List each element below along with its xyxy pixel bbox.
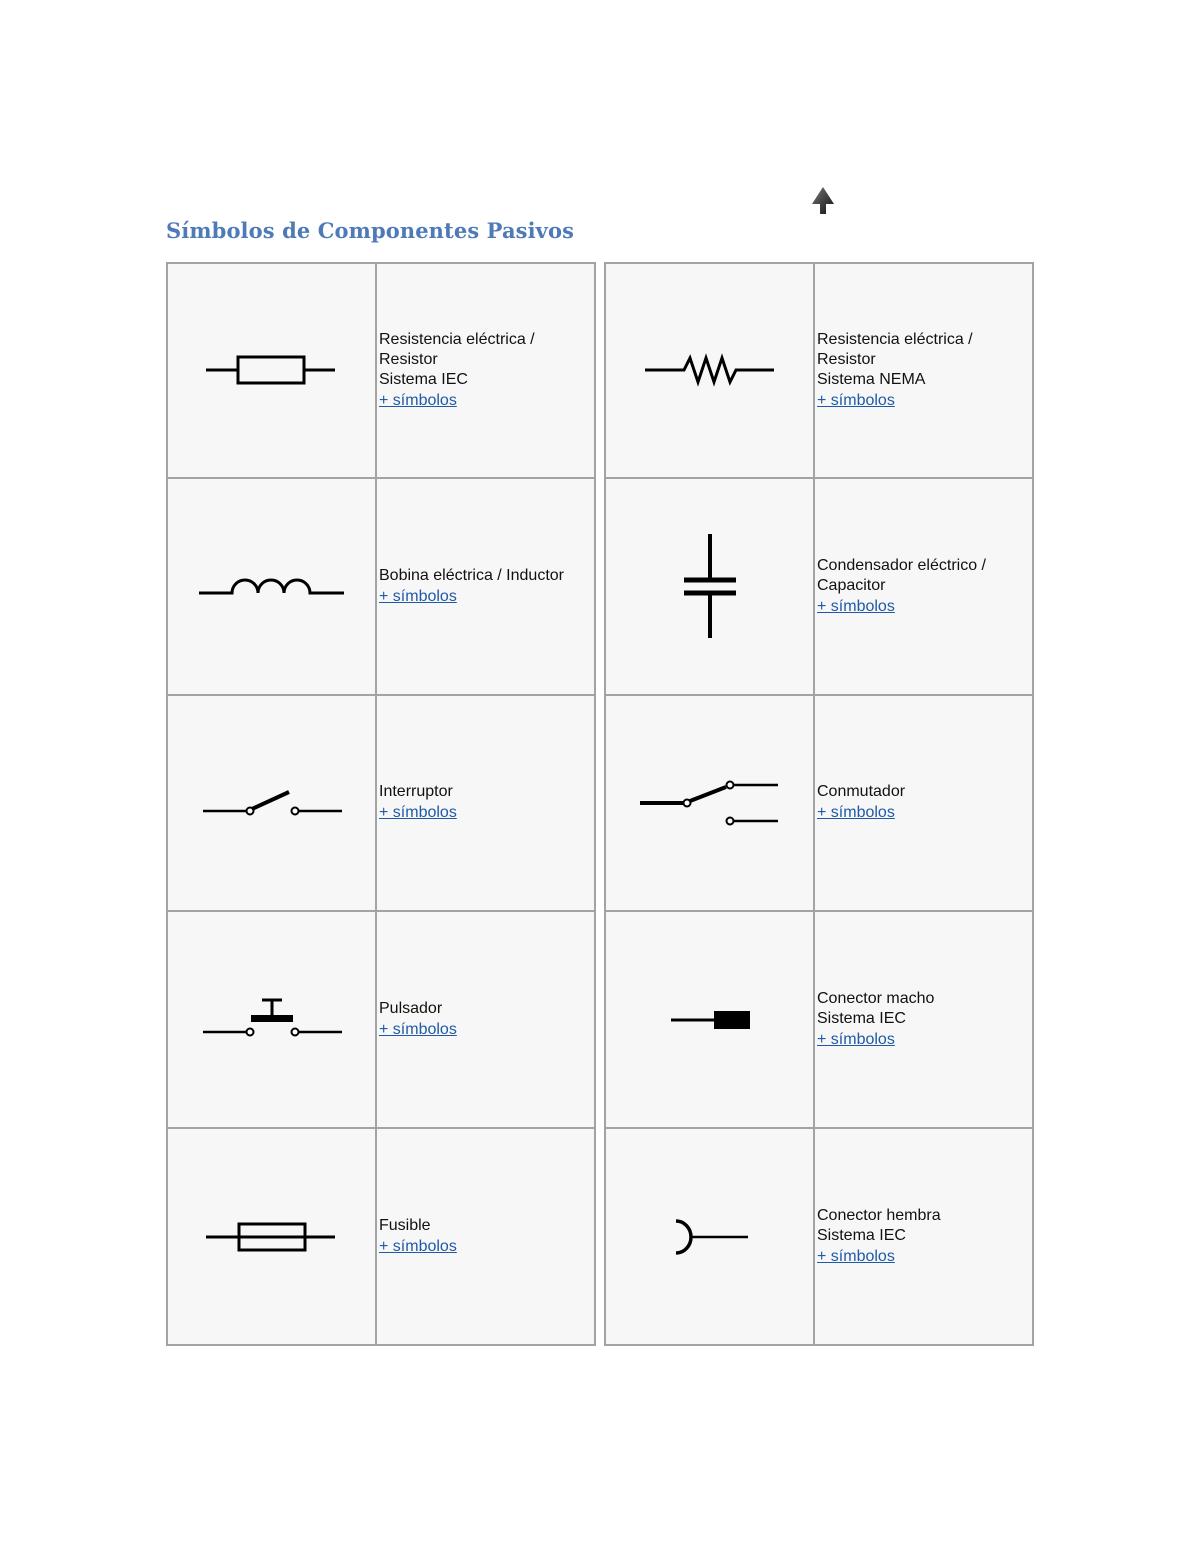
- description-cell: [377, 912, 594, 1127]
- description-line: Sistema IEC: [379, 370, 468, 388]
- description-line: Resistencia eléctrica /: [379, 330, 535, 348]
- component-cell: [166, 910, 596, 1129]
- more-symbols-link[interactable]: + símbolos: [379, 804, 457, 822]
- description-line: Resistencia eléctrica /: [817, 330, 973, 348]
- description-line: Conector macho: [817, 990, 935, 1008]
- component-cell: [604, 1127, 1034, 1346]
- more-symbols-link[interactable]: + símbolos: [817, 804, 895, 822]
- male-connector-icon: [620, 960, 800, 1080]
- description-cell: [377, 1129, 594, 1344]
- component-cell: [604, 262, 1034, 479]
- component-cell: [604, 910, 1034, 1129]
- description-line: Resistor: [379, 350, 438, 368]
- resistor-nema-icon: [620, 310, 800, 430]
- description-cell: [815, 264, 1032, 477]
- description-cell: [377, 264, 594, 477]
- component-cell: [604, 694, 1034, 913]
- description-line: Resistor: [817, 350, 876, 368]
- more-symbols-link[interactable]: + símbolos: [817, 391, 895, 409]
- symbol-cell: [606, 479, 815, 694]
- capacitor-icon: [620, 526, 800, 646]
- components-table: [166, 262, 1034, 1346]
- description-line: Fusible: [379, 1217, 431, 1235]
- description-line: Condensador eléctrico /: [817, 556, 986, 574]
- symbol-cell: [606, 912, 815, 1127]
- more-symbols-link[interactable]: + símbolos: [379, 1238, 457, 1256]
- page-title: Símbolos de Componentes Pasivos: [166, 218, 575, 243]
- description-cell: [377, 696, 594, 911]
- symbol-cell: [168, 479, 377, 694]
- description-line: Bobina eléctrica / Inductor: [379, 566, 564, 584]
- description-line: Interruptor: [379, 783, 453, 801]
- symbol-cell: [168, 264, 377, 477]
- description-cell: [377, 479, 594, 694]
- female-connector-icon: [620, 1177, 800, 1297]
- more-symbols-link[interactable]: + símbolos: [817, 597, 895, 615]
- component-cell: [166, 477, 596, 696]
- more-symbols-link[interactable]: + símbolos: [817, 1248, 895, 1266]
- description-line: Sistema NEMA: [817, 370, 926, 388]
- symbol-cell: [606, 1129, 815, 1344]
- component-cell: [166, 262, 596, 479]
- symbol-cell: [606, 696, 815, 911]
- symbol-cell: [168, 696, 377, 911]
- description-line: Conector hembra: [817, 1207, 941, 1225]
- inductor-icon: [182, 526, 362, 646]
- component-cell: [166, 1127, 596, 1346]
- description-line: Pulsador: [379, 1000, 443, 1018]
- switch-icon: [182, 743, 362, 863]
- symbol-cell: [168, 912, 377, 1127]
- fuse-icon: [182, 1177, 362, 1297]
- more-symbols-link[interactable]: + símbolos: [379, 391, 457, 409]
- description-line: Sistema IEC: [817, 1227, 906, 1245]
- push-button-icon: [182, 960, 362, 1080]
- description-cell: [815, 696, 1032, 911]
- more-symbols-link[interactable]: + símbolos: [379, 1021, 457, 1039]
- up-arrow-icon[interactable]: [810, 186, 836, 216]
- description-line: Sistema IEC: [817, 1010, 906, 1028]
- description-line: Conmutador: [817, 783, 906, 801]
- more-symbols-link[interactable]: + símbolos: [379, 587, 457, 605]
- symbol-cell: [606, 264, 815, 477]
- description-line: Capacitor: [817, 576, 886, 594]
- description-cell: [815, 479, 1032, 694]
- description-cell: [815, 1129, 1032, 1344]
- symbol-cell: [168, 1129, 377, 1344]
- component-cell: [166, 694, 596, 913]
- changeover-switch-icon: [620, 743, 800, 863]
- component-cell: [604, 477, 1034, 696]
- description-cell: [815, 912, 1032, 1127]
- more-symbols-link[interactable]: + símbolos: [817, 1031, 895, 1049]
- resistor-iec-icon: [182, 310, 362, 430]
